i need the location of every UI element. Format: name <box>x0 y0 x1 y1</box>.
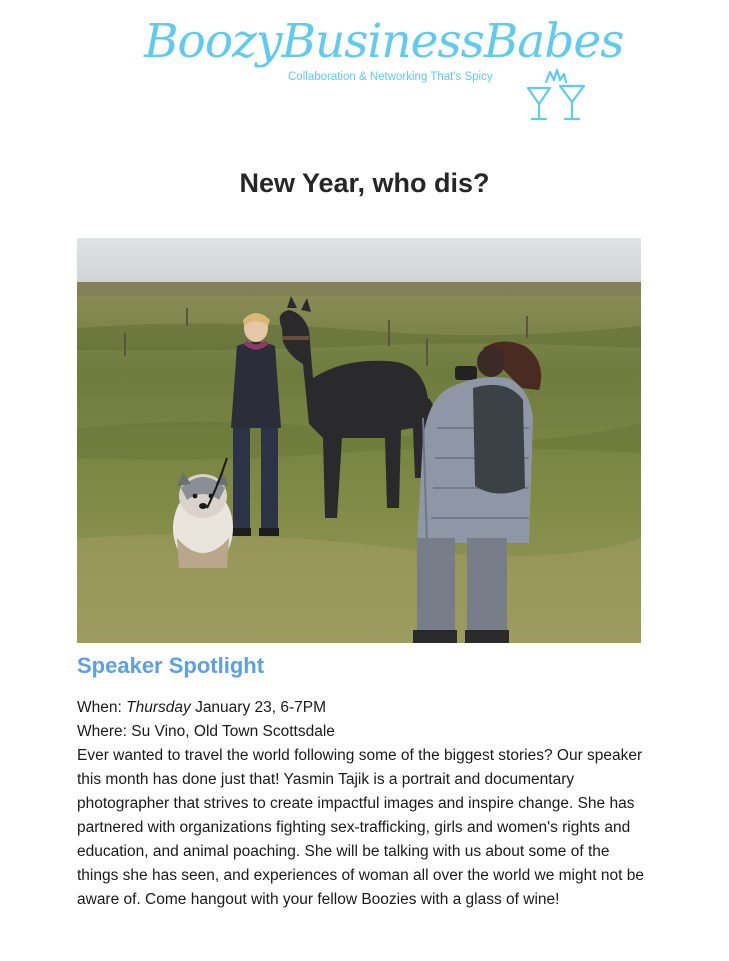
speaker-spotlight-heading: Speaker Spotlight <box>77 653 265 678</box>
newsletter-headline: New Year, who dis? <box>239 168 490 198</box>
when-date-time: January 23, 6-7PM <box>195 699 327 716</box>
speaker-spotlight-body <box>77 696 647 912</box>
where-label: Where: <box>77 723 127 740</box>
brand-logo[interactable] <box>140 8 624 118</box>
when-day: Thursday <box>126 699 191 716</box>
speaker-description: Ever wanted to travel the world following some of the biggest stories? Our speaker this month has done just that! Yasmin Tajik is a portrait and documentary photographer that strives to create impactful images and inspire change. She has partnered with organizations fighting sex-trafficking, girls and women's rights and education, and animal poaching. She will be talking with us about some of the things she has seen, and experiences of woman all over the world we might not be aware of. Come hangout with your fellow Boozies with a glass of wine! <box>77 747 644 908</box>
where-value: Su Vino, Old Town Scottsdale <box>131 723 335 740</box>
when-label: When: <box>77 699 122 716</box>
martini-glasses-icon <box>526 66 588 122</box>
event-when <box>77 696 647 720</box>
event-where <box>77 720 647 744</box>
logo-wordmark: BoozyBusinessBabes <box>144 14 624 69</box>
logo-tagline: Collaboration & Networking That's Spicy <box>288 71 493 83</box>
hero-photo[interactable] <box>77 238 641 643</box>
photo-icon <box>77 238 641 643</box>
dog <box>173 472 233 568</box>
